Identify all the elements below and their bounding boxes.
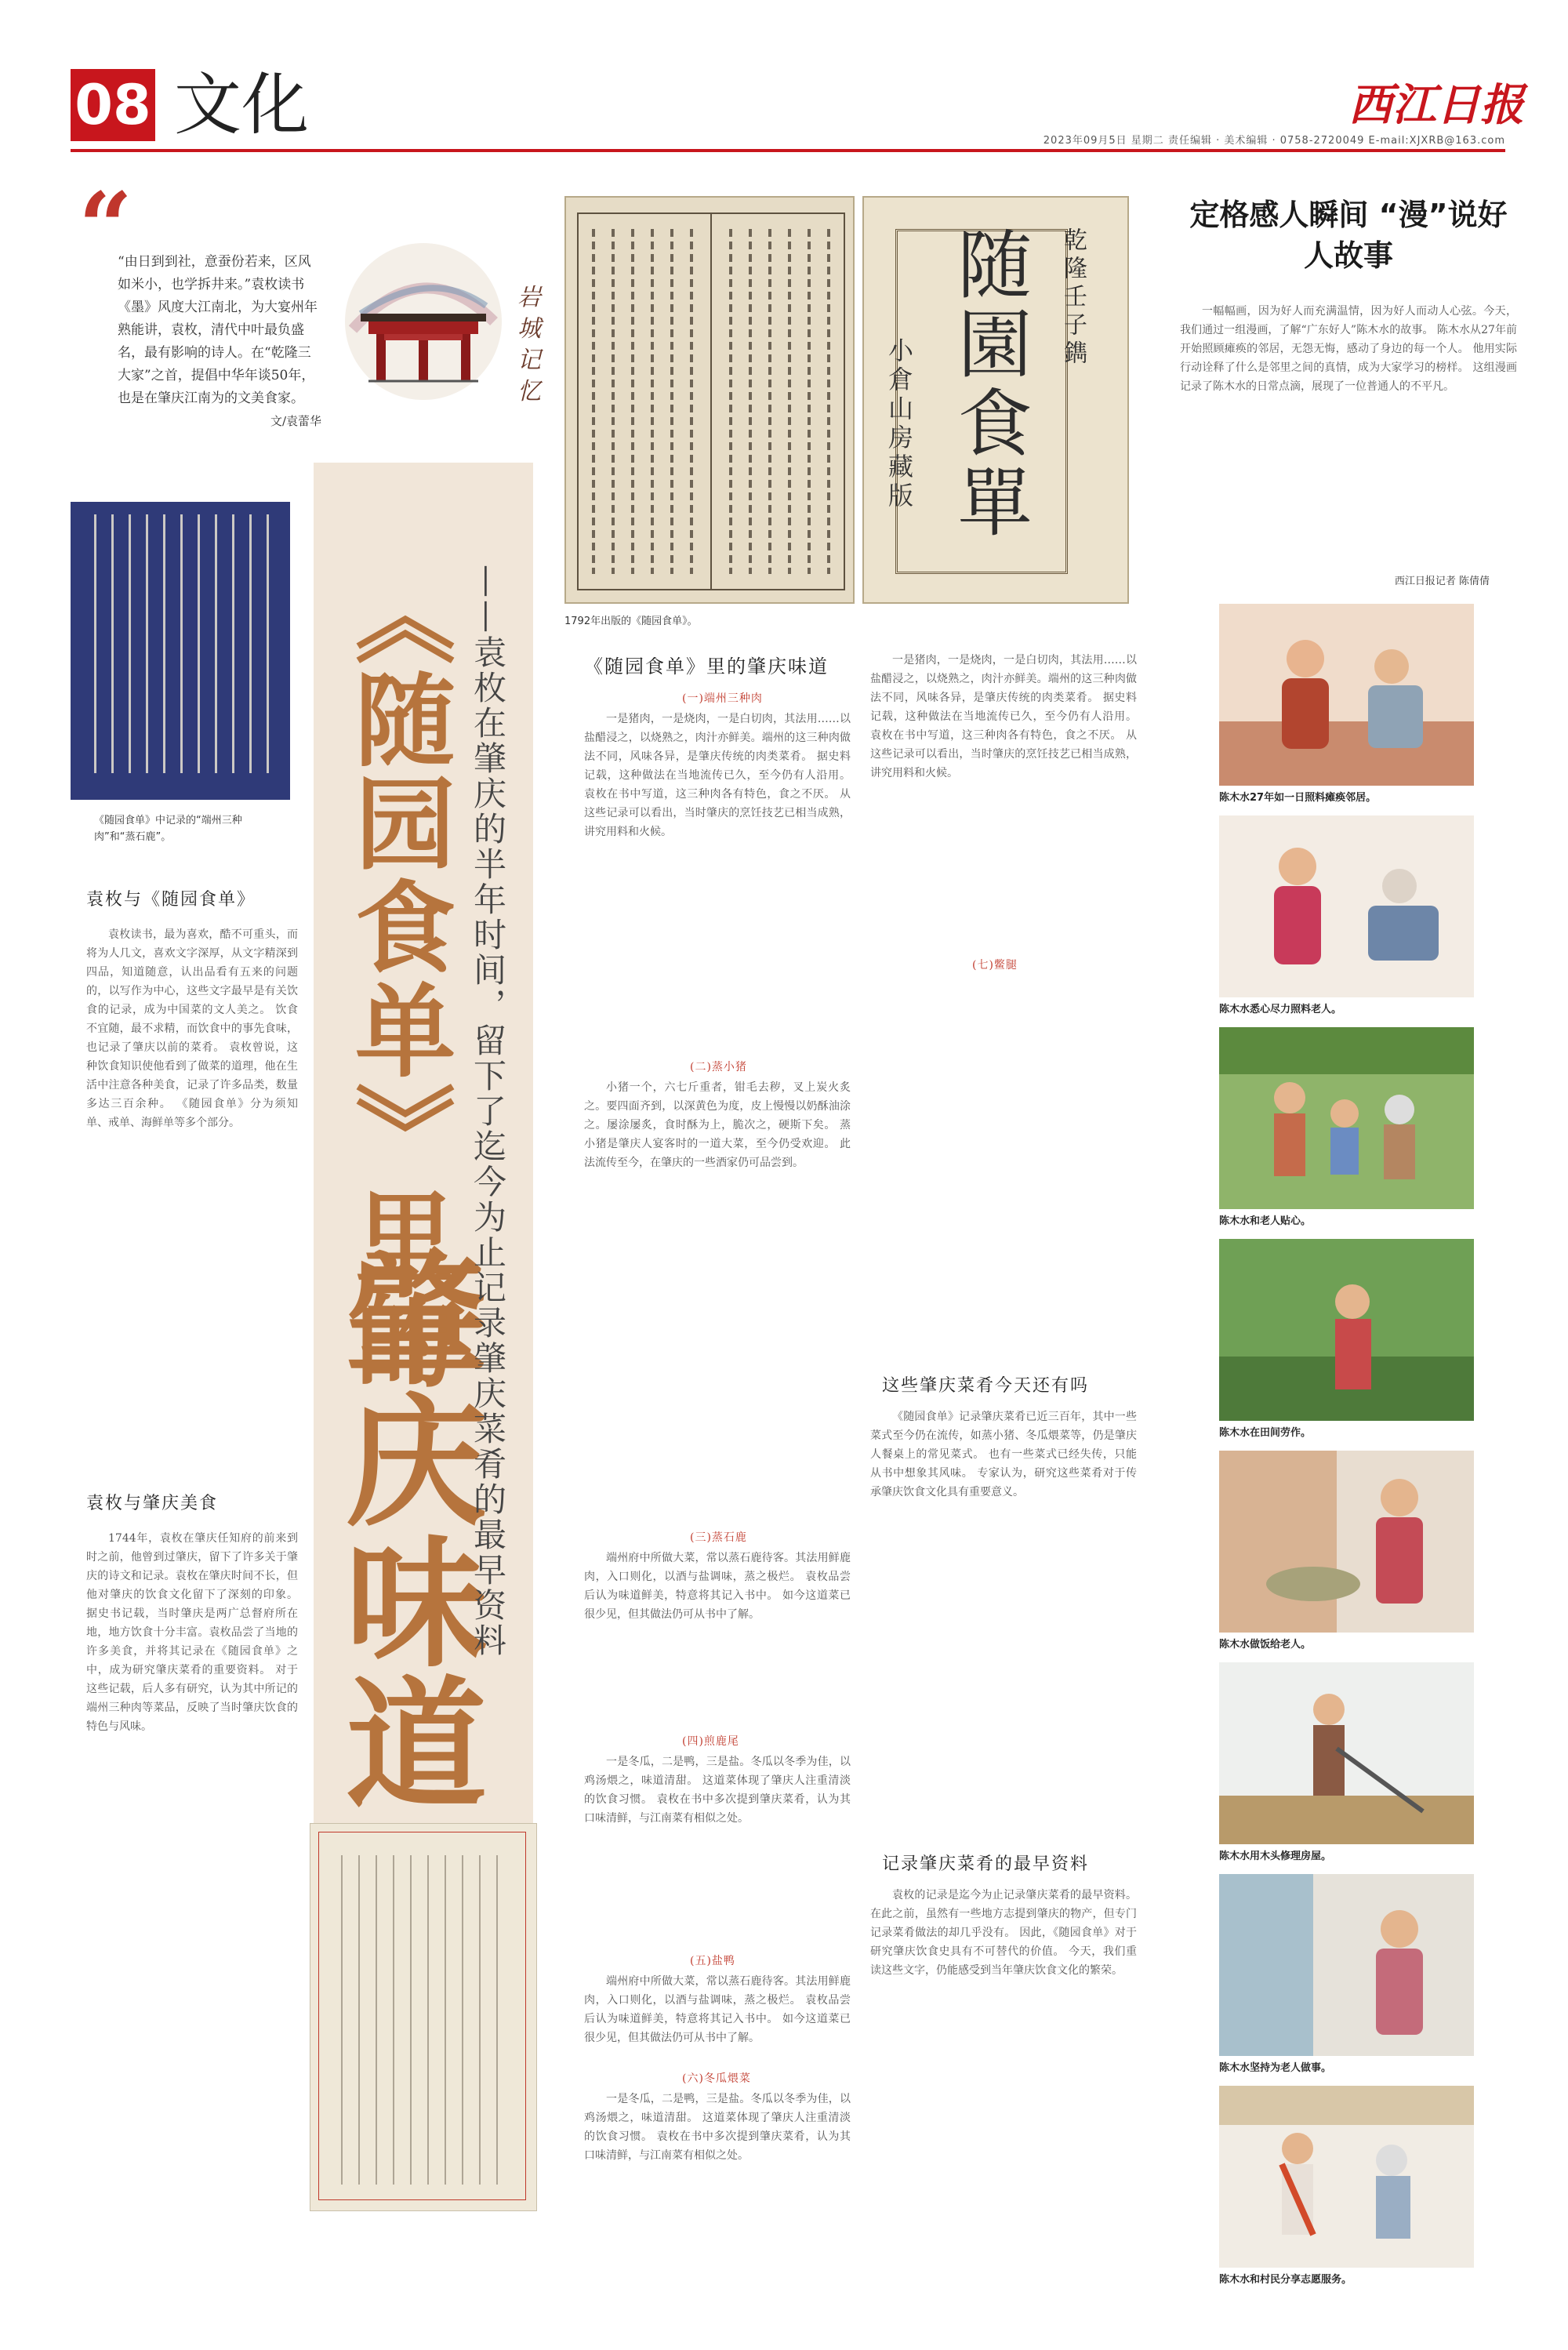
comic-caption-8: 陈木水和村民分享志愿服务。 — [1219, 2274, 1352, 2286]
quote-mark-icon: “ — [78, 172, 133, 282]
article-body-d-text: 一是冬瓜，二是鸭，三是盐。冬瓜以冬季为佳，以鸡汤煨之，味道清甜。 这道菜体现了肇庆人注重清淡的饮食习惯。 袁枚在书中多次提到肇庆菜肴，认为其口味清鲜，与江南菜有相似之处。 — [584, 1756, 851, 1825]
comic-panel-5 — [1219, 1451, 1474, 1633]
comic-panel-1 — [1219, 604, 1474, 786]
side-story-title: 定格感人瞬间 “漫”说好人故事 — [1189, 198, 1508, 273]
dish-heading-6: (六)冬瓜煨菜 — [682, 2072, 751, 2085]
section-body-zhaoqing-food — [86, 1529, 298, 2219]
dish-heading-5: (五)盐鸭 — [690, 1955, 735, 1967]
comic-caption-3: 陈木水和老人贴心。 — [1219, 1215, 1312, 1227]
newspaper-logo: 西江日报 — [1348, 79, 1524, 131]
article-body-extra-text: 端州府中所做大菜，常以蒸石鹿待客。其法用鲜鹿肉，入口则化，以酒与盐调味，蒸之极烂。 袁枚品尝后认为味道鲜美，特意将其记入书中。 如今这道菜已很少见，但其做法仍可从书中了解。 — [584, 1975, 851, 2044]
dish-heading-1: (一)端州三种肉 — [682, 692, 763, 705]
section-heading-suiyuan: 袁枚与《随园食单》 — [86, 890, 256, 910]
article-heading-today: 这些肇庆菜肴今天还有吗 — [882, 1376, 1090, 1396]
section-body-suiyuan — [86, 925, 298, 1427]
comic-caption-5: 陈木水做饭给老人。 — [1219, 1639, 1312, 1651]
column-logo-illustration — [314, 235, 517, 408]
side-story-body — [1180, 302, 1517, 561]
article-body-extra-2 — [584, 2090, 851, 2246]
article-body-d — [584, 1753, 851, 1941]
book-inner-page-photo — [564, 196, 855, 604]
comic-panel-3 — [1219, 1027, 1474, 1209]
comic-caption-1: 陈木水27年如一日照料瘫痪邻居。 — [1219, 792, 1377, 804]
intro-author: 文/袁蕾华 — [270, 414, 321, 428]
scroll-image-caption: 《随园食单》中记录的“端州三种肉”和“蒸石鹿”。 — [94, 815, 242, 843]
comic-caption-6: 陈木水用木头修理房屋。 — [1219, 1851, 1332, 1862]
header-divider — [71, 149, 1505, 152]
feature-subtitle: ——袁枚在肇庆的半年时间，留下了迄今为止记录肇庆菜肴的最早资料 — [469, 565, 507, 1658]
article-body-e-top-text: 一是猪肉，一是烧肉，一是白切肉，其法用……以盐醋浸之，以烧熟之，肉汁亦鲜美。端州的这三种肉做法不同，风味各异，是肇庆传统的肉类菜肴。 据史料记载，这种做法在当地流传已久，至今仍有人沿用。 袁枚在书中写道，这三种肉各有特色，食之不厌。 从这些记录可以看出，当时肇庆的烹饪技艺已相当成熟，讲究用料和火候。 — [870, 654, 1137, 779]
book-cover-publisher: 小倉山房藏版 — [884, 337, 914, 511]
comic-caption-4: 陈木水在田间劳作。 — [1219, 1427, 1312, 1439]
comic-panel-7 — [1219, 1874, 1474, 2056]
article-heading-flavors: 《随园食单》里的肇庆味道 — [584, 656, 829, 677]
scroll-manuscript-image — [71, 502, 290, 800]
article-body-earliest — [870, 1886, 1137, 2246]
article-heading-earliest: 记录肇庆菜肴的最早资料 — [882, 1854, 1090, 1874]
section-body-zhaoqing-food-text: 1744年，袁枚在肇庆任知府的前来到时之前，他曾到过肇庆，留下了许多关于肇庆的诗文和记录。袁枚在肇庆时间不长，但他对肇庆的饮食文化留下了深刻的印象。 据史书记载，当时肇庆是两广总督府所在地，地方饮食十分丰富。袁枚品尝了当地的许多美食，并将其记录在《随园食单》之中，成为研究肇庆菜肴的重要资料。 对于这些记载，后人多有研究，认为其中所记的端州三种肉等菜品，反映了当时肇庆饮食的特色与风味。 — [86, 1532, 298, 1733]
dish-heading-3: (三)蒸石鹿 — [690, 1531, 747, 1544]
book-cover-title: 随園食單 — [946, 226, 1032, 543]
article-body-today-text: 《随园食单》记录肇庆菜肴已近三百年，其中一些菜式至今仍在流传，如蒸小猪、冬瓜煨菜等，仍是肇庆人餐桌上的常见菜式。 也有一些菜式已经失传，只能从书中想象其风味。 专家认为，研究这些菜肴对于传承肇庆饮食文化具有重要意义。 — [870, 1411, 1137, 1498]
feature-title: 《随园食单》里的 — [338, 565, 455, 1393]
comic-caption-2: 陈木水悉心尽力照料老人。 — [1219, 1004, 1342, 1015]
article-body-e-top — [870, 651, 1137, 1341]
book-photo-caption: 1792年出版的《随园食单》。 — [564, 616, 698, 627]
comic-panel-4 — [1219, 1239, 1474, 1421]
article-body-a-text: 一是猪肉，一是烧肉，一是白切肉，其法用……以盐醋浸之，以烧熟之，肉汁亦鲜美。端州的这三种肉做法不同，风味各异，是肇庆传统的肉类菜肴。 据史料记载，这种做法在当地流传已久，至今仍有人沿用。 袁枚在书中写道，这三种肉各有特色，食之不厌。 从这些记录可以看出，当时肇庆的烹饪技艺已相当成熟，讲究用料和火候。 — [584, 713, 851, 838]
manuscript-page-image — [310, 1823, 537, 2211]
dish-heading-2: (二)蒸小猪 — [690, 1061, 747, 1073]
article-body-b — [584, 1078, 851, 1517]
section-heading-zhaoqing-food: 袁枚与肇庆美食 — [86, 1494, 219, 1513]
intro-quote — [118, 251, 321, 433]
dish-heading-7: (七)鳖腿 — [972, 959, 1018, 972]
article-body-extra-2-text: 一是冬瓜，二是鸭，三是盐。冬瓜以冬季为佳，以鸡汤煨之，味道清甜。 这道菜体现了肇庆人注重清淡的饮食习惯。 袁枚在书中多次提到肇庆菜肴，认为其口味清鲜，与江南菜有相似之处。 — [584, 2093, 851, 2162]
issue-meta: 2023年09月5日 星期二 责任编辑 · 美术编辑 · 0758-2720049 E-mail:XJXRB@163.com — [1043, 135, 1505, 147]
comic-panel-8 — [1219, 2086, 1474, 2268]
dish-heading-4: (四)煎鹿尾 — [682, 1735, 739, 1748]
book-cover-date: 乾隆壬子鐫 — [1059, 227, 1087, 369]
article-body-c-text: 端州府中所做大菜，常以蒸石鹿待客。其法用鲜鹿肉，入口则化，以酒与盐调味，蒸之极烂。 袁枚品尝后认为味道鲜美，特意将其记入书中。 如今这道菜已很少见，但其做法仍可从书中了解。 — [584, 1552, 851, 1621]
section-body-suiyuan-text: 袁枚读书，最为喜欢，酷不可重头，而将为人几文，喜欢文字深厚，从文字精深到四品，知道随意，认出品看有五来的问题的，以写作为中心，这些文字最早是有关饮食的记录，成为中国菜的文人美之。 饮食不宜随，最不求精，而饮食中的事先食味，也记录了肇庆以前的菜肴。 袁枚曾说，这种饮食知识使他看到了做菜的道理，他在生活中注意各种美食，记录了许多品类，数量多达三百余种。 《随园食单》分为须知单、戒单、海鲜单等多个部分。 — [86, 928, 298, 1129]
side-story-body-text: 一幅幅画，因为好人而充满温情，因为好人而动人心弦。今天，我们通过一组漫画，了解“广东好人”陈木水的故事。 陈木水从27年前开始照顾瘫痪的邻居，无怨无悔，感动了身边的每一个人。 他用实际行动诠释了什么是邻里之间的真情，成为大家学习的榜样。 这组漫画记录了陈木水的日常点滴，展现了一位普通人的不平凡。 — [1180, 305, 1517, 393]
article-body-earliest-text: 袁枚的记录是迄今为止记录肇庆菜肴的最早资料。 在此之前，虽然有一些地方志提到肇庆的物产，但专门记录菜肴做法的却几乎没有。 因此，《随园食单》对于研究肇庆饮食史具有不可替代的价值。 今天，我们重读这些文字，仍能感受到当年肇庆饮食文化的繁荣。 — [870, 1889, 1137, 1977]
article-body-c — [584, 1549, 851, 1721]
page-number: 08 — [71, 69, 155, 141]
article-body-b-text: 小猪一个，六七斤重者，钳毛去秽，叉上炭火炙之。要四面齐到，以深黄色为度，皮上慢慢以奶酥油涂之。屡涂屡炙，食时酥为上，脆次之，硬斯下矣。 蒸小猪是肇庆人宴客时的一道大菜，至今仍受欢迎。 此法流传至今，在肇庆的一些酒家仍可品尝到。 — [584, 1081, 851, 1169]
section-title: 文化 — [174, 66, 309, 144]
side-story-byline: 西江日报记者 陈倩倩 — [1394, 576, 1490, 587]
comic-caption-7: 陈木水坚持为老人做事。 — [1219, 2062, 1332, 2074]
comic-panel-6 — [1219, 1662, 1474, 1844]
column-name: 岩城记忆 — [517, 284, 541, 405]
article-body-extra — [584, 1972, 851, 2058]
article-body-today — [870, 1407, 1137, 1815]
article-body-a — [584, 710, 851, 1047]
intro-quote-text: “由日到到社，意蚕份若来，区风如米小，也学拆井来。”袁枚读书《墨》风度大江南北，为大宴州年熟能讲，袁枚，清代中叶最负盛名，最有影响的诗人。在“乾隆三大家”之首，提倡中华年谈50年，也是在肇庆江南为的文美食家。 — [118, 254, 318, 406]
feature-title-emphasis: 肇庆味道 — [322, 1247, 486, 1811]
comic-panel-2 — [1219, 815, 1474, 997]
